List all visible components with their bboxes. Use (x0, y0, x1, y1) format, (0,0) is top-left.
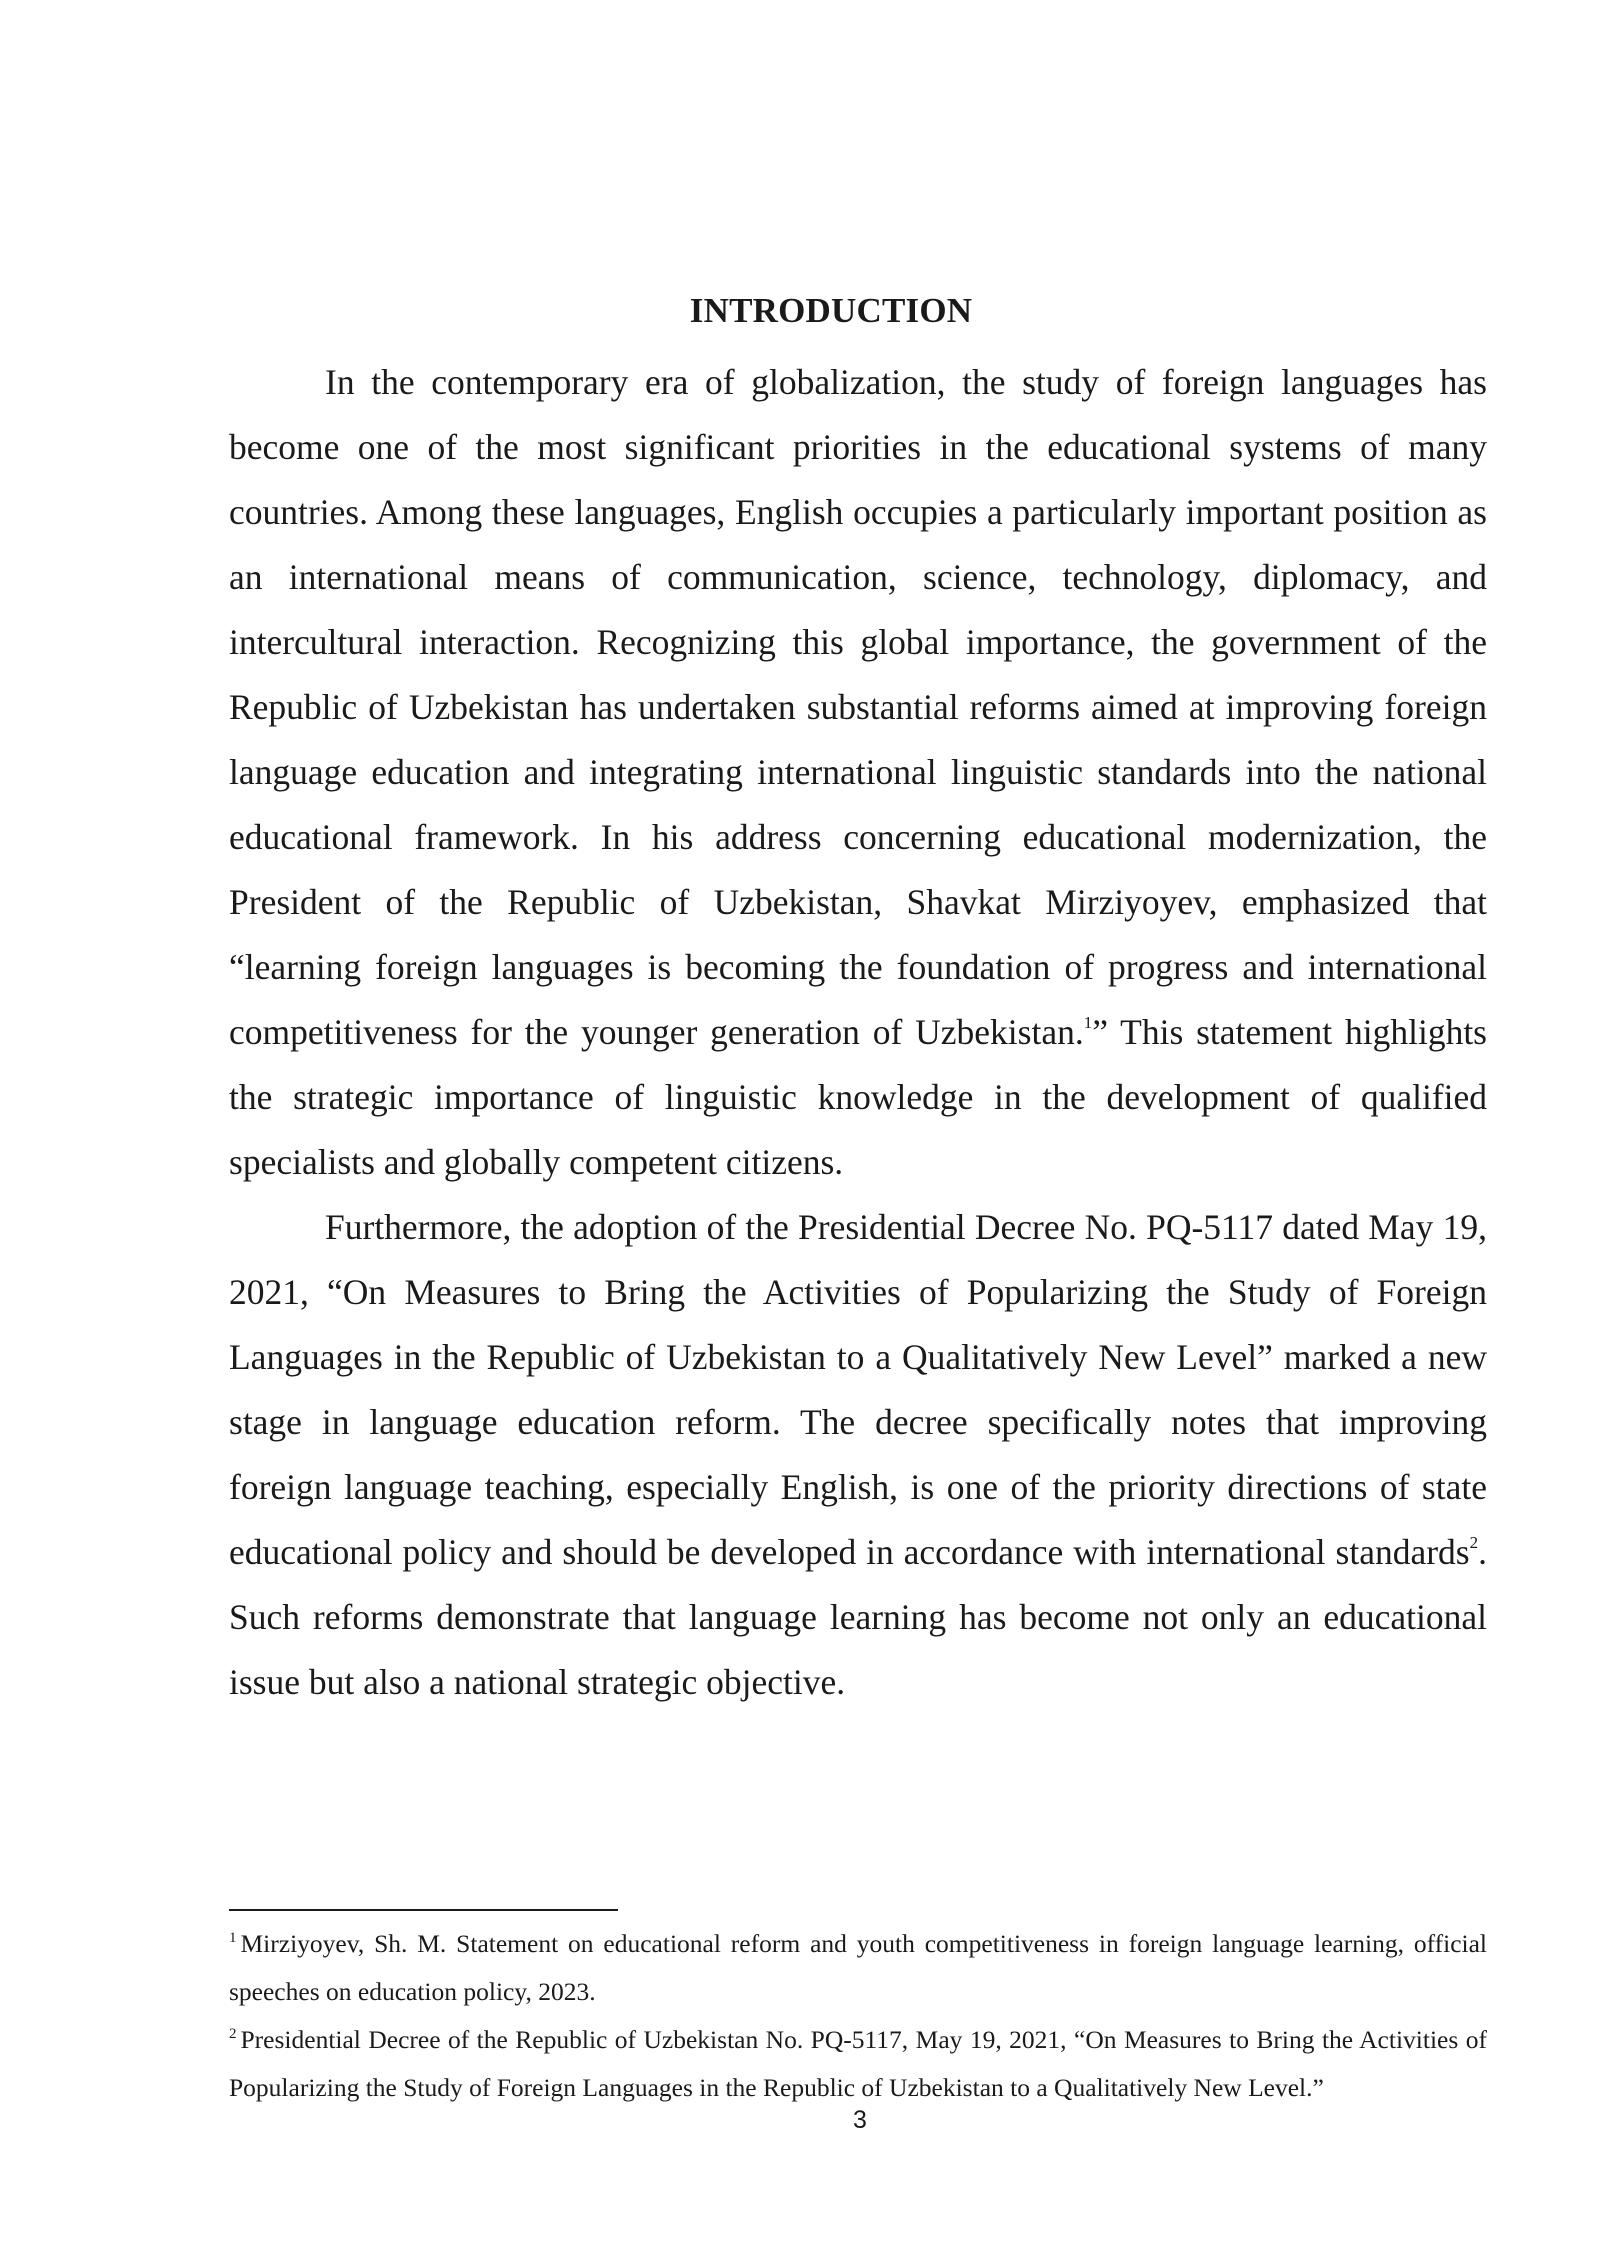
paragraph (229, 1195, 1487, 1715)
footnote-text: Mirziyoyev, Sh. M. Statement on educational reform and youth competitiveness in foreign language learning, official speeches on education policy, 2023. (229, 1929, 1487, 2006)
footnote-mark: 1 (229, 1930, 237, 1946)
footnote-text: Presidential Decree of the Republic of Uzbekistan No. PQ-5117, May 19, 2021, “On Measures to Bring the Activities of Popularizing the Study of Foreign Languages in the Republic of Uzbekistan to a Qualitatively New Level.” (229, 2025, 1487, 2102)
footnote-separator (229, 1909, 618, 1911)
footnote-mark: 2 (229, 2026, 237, 2042)
footnote-reference[interactable]: 2 (1469, 1533, 1479, 1552)
paragraph-text: . Such reforms demonstrate that language learning has become not only an educational issue but also a national strategic objective. (229, 1532, 1487, 1702)
paragraph-text: ” This statement highlights the strategic importance of linguistic knowledge in the development of qualified specialists and globally competent citizens. (229, 1012, 1487, 1182)
footnote-reference[interactable]: 1 (1083, 1013, 1093, 1032)
body-text (229, 350, 1487, 1715)
footnote-item (229, 2016, 1487, 2112)
paragraph-text: Furthermore, the adoption of the Presidential Decree No. PQ-5117 dated May 19, 2021, “On Measures to Bring the Activities of Popularizing the Study of Foreign Languages in the Republic of Uzbekistan to a Qualitatively New Level” marked a new stage in language education reform. The decree specifically notes that improving foreign language teaching, especially English, is one of the priority directions of state educational policy and should be developed in accordance with international standards (229, 1207, 1487, 1572)
footnotes (229, 1920, 1487, 2112)
page-number: 3 (853, 2106, 867, 2134)
paragraph-text: In the contemporary era of globalization, the study of foreign languages has become one of the most significant priorities in the educational systems of many countries. Among these languages, English occupies a particularly important position as an international means of communication, science, technology, diplomacy, and intercultural interaction. Recognizing this global importance, the government of the Republic of Uzbekistan has undertaken substantial reforms aimed at improving foreign language education and integrating international linguistic standards into the national educational framework. In his address concerning educational modernization, the President of the Republic of Uzbekistan, Shavkat Mirziyoyev, emphasized that “learning foreign languages is becoming the foundation of progress and international competitiveness for the younger generation of Uzbekistan. (229, 362, 1487, 1052)
paragraph (229, 350, 1487, 1195)
section-heading: INTRODUCTION (689, 291, 973, 330)
footnote-item (229, 1920, 1487, 2016)
